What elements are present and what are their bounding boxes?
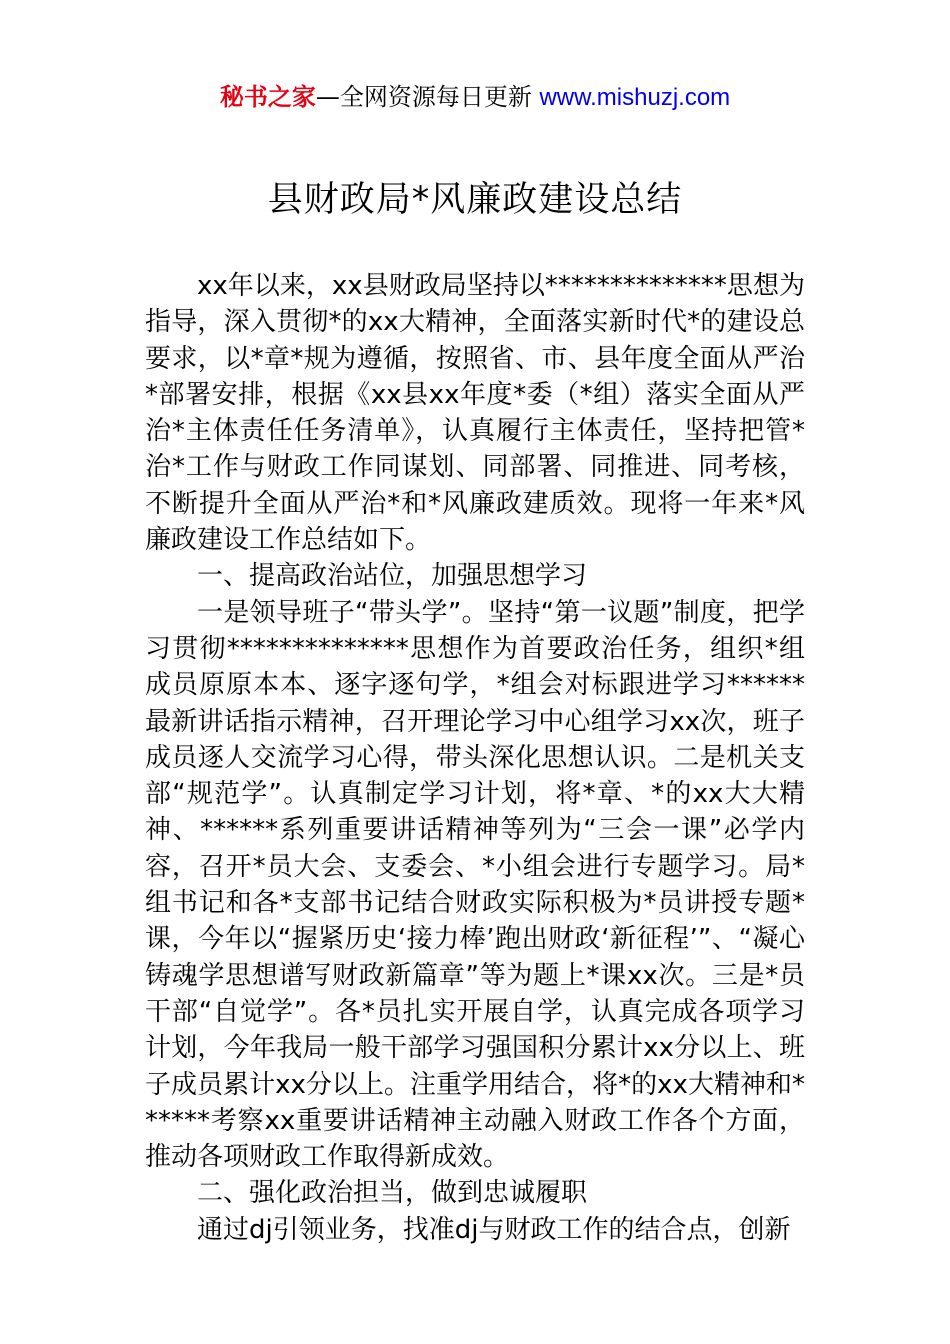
site-tagline: —全网资源每日更新	[315, 83, 540, 111]
site-header	[0, 82, 950, 113]
site-brand: 秘书之家	[219, 83, 316, 111]
section-2-heading: 二、强化政治担当，做到忠诚履职	[197, 1178, 588, 1209]
section-2-paragraph: 通过dj引领业务，找准dj与财政工作的结合点，创新	[197, 1214, 791, 1245]
document-body	[145, 268, 805, 1248]
document-title: 县财政局*风廉政建设总结	[267, 180, 683, 220]
section-1-heading: 一、提高政治站位，加强思想学习	[197, 561, 588, 592]
intro-paragraph: xx年以来，xx县财政局坚持以**************思想为指导，深入贯彻*的xx大精神，全面落实新时代*的建设总要求，以*章*规为遵循，按照省、市、县年度全面从严治*部署安排，根据《xx县xx年度*委（*组）落实全面从严治*主体责任任务清单》，认真履行主体责任，坚持把管*治*工作与财政工作同谋划、同部署、同推进、同考核，不断提升全面从严治*和*风廉政建质效。现将一年来*风廉政建设工作总结如下。	[145, 271, 805, 556]
section-1-paragraph: 一是领导班子“带头学”。坚持“第一议题”制度，把学习贯彻**************思想作为首要政治任务，组织*组成员原原本本、逐字逐句学，*组会对标跟进学习******最新讲话指示精神，召开理论学习中心组学习xx次，班子成员逐人交流学习心得，带头深化思想认识。二是机关支部“规范学”。认真制定学习计划，将*章、*的xx大大精神、******系列重要讲话精神等列为“三会一课”必学内容，召开*员大会、支委会、*小组会进行专题学习。局*组书记和各*支部书记结合财政实际积极为*员讲授专题*课，今年以“握紧历史‘接力棒’跑出财政‘新征程’”、“凝心铸魂学思想谱写财政新篇章”等为题上*课xx次。三是*员干部“自觉学”。各*员扎实开展自学，认真完成各项学习计划，今年我局一般干部学习强国积分累计xx分以上、班子成员累计xx分以上。注重学用结合，将*的xx大精神和******考察xx重要讲话精神主动融入财政工作各个方面，推动各项财政工作取得新成效。	[145, 597, 805, 1173]
site-url-link[interactable]: www.mishuzj.com	[539, 84, 731, 111]
